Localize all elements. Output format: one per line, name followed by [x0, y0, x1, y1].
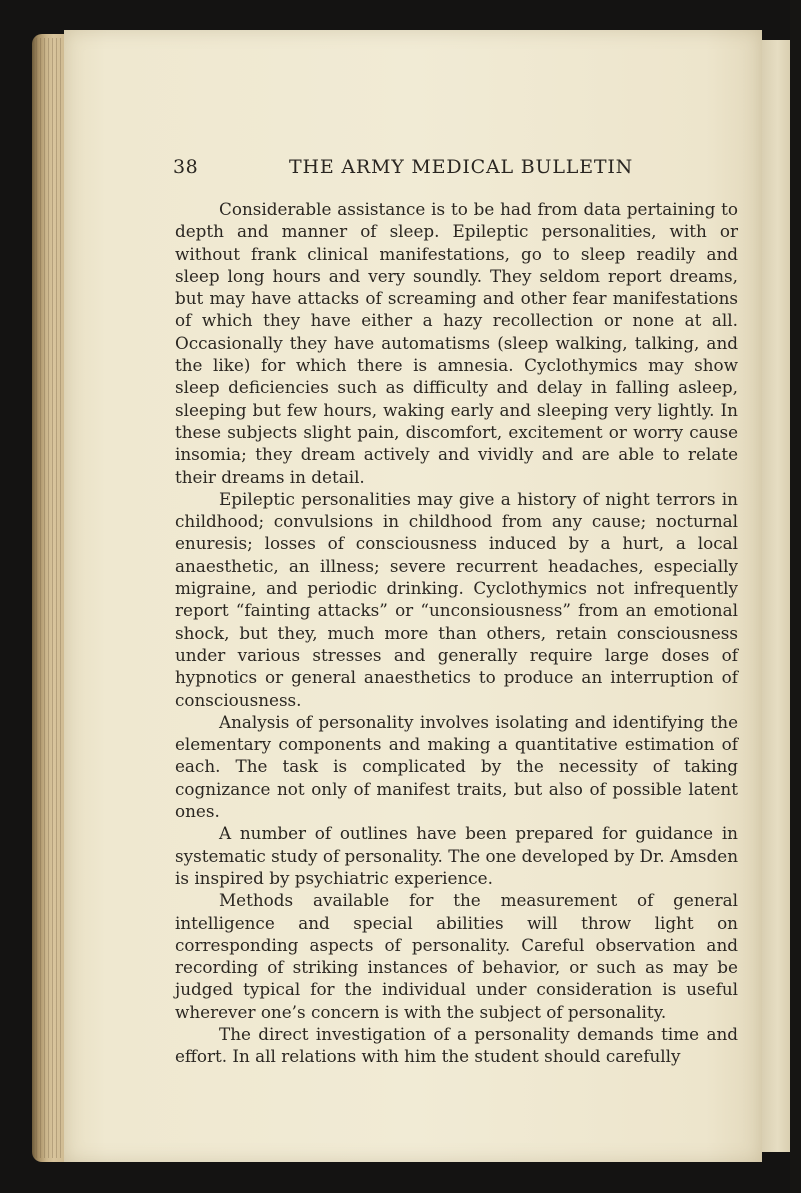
scan-border [790, 0, 801, 1193]
page-header [173, 156, 735, 182]
body-text [175, 198, 738, 1068]
paragraph: Methods available for the measurement of general intelligence and special abilities will throw light on corresponding aspects of personality. Careful observation and recording of striking instances of behavior, or such as may be judged typical for the individual under consideration is useful wherever one’s concern is with the subject of personality. [175, 890, 738, 1022]
page-number: 38 [173, 156, 199, 178]
paragraph: Epileptic personalities may give a history of night terrors in childhood; convulsions in childhood from any cause; nocturnal enuresis; losses of consciousness induced by a hurt, a local anaesthetic, an illness; severe recurrent headaches, especially migraine, and periodic drinking. Cyclothymics not infrequently report “fainting attacks” or “unconsiousness” from an emotional shock, but they, much more than others, retain consciousness under various stresses and generally require large doses of hypnotics or general anaesthetics to produce an interruption of consciousness. [175, 488, 738, 710]
running-head: THE ARMY MEDICAL BULLETIN [289, 156, 634, 178]
page-stack-edges [36, 38, 64, 1158]
paragraph: The direct investigation of a personality demands time and effort. In all relations with him the student should carefully [175, 1023, 738, 1067]
paragraph: Considerable assistance is to be had from data pertaining to depth and manner of sleep. Epileptic personalities, with or without frank clinical manifestations, go to sleep readily and sleep long hours and very soundly. They seldom report dreams, but may have attacks of screaming and other fear manifestations of which they have either a hazy recollection or none at all. Occasionally they have automatisms (sleep walking, talking, and the like) for which there is amnesia. Cyclothymics may show sleep deficiencies such as difficulty and delay in falling asleep, sleeping but few hours, waking early and sleeping very lightly. In these subjects slight pain, discomfort, excitement or worry cause insomia; they dream actively and vividly and are able to relate their dreams in detail. [175, 199, 738, 487]
paragraph: Analysis of personality involves isolating and identifying the elementary components and making a quantitative estimation of each. The task is complicated by the necessity of taking cognizance not only of manifest traits, but also of possible latent ones. [175, 711, 738, 822]
paragraph: A number of outlines have been prepared for guidance in systematic study of personality. The one developed by Dr. Amsden is inspired by psychiatric experience. [175, 823, 738, 888]
